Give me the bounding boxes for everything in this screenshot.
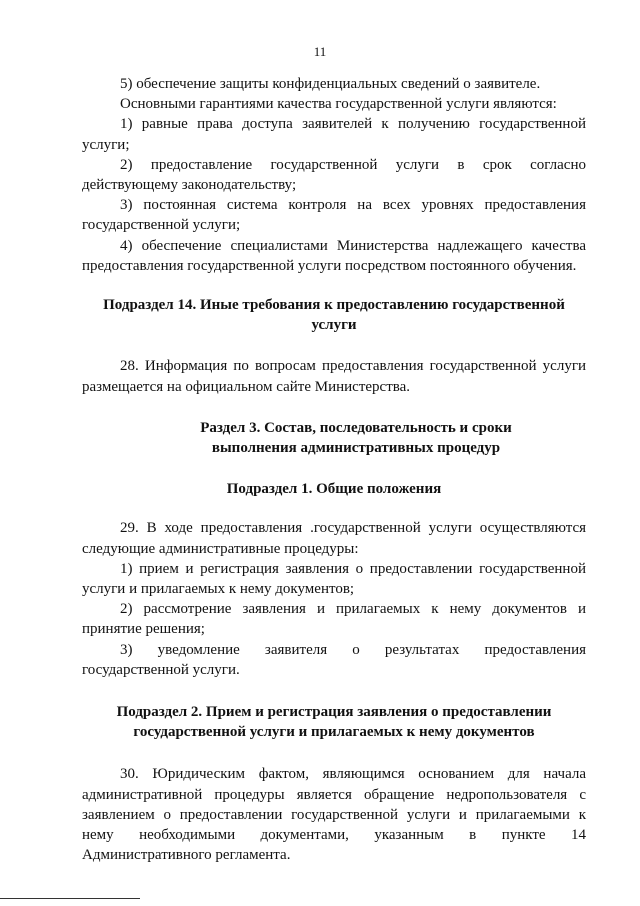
paragraph: Основными гарантиями качества государственной услуги являются: — [120, 96, 557, 113]
page-number: 11 — [313, 44, 327, 59]
list-item: 3) уведомление заявителя о результатах предоставления государственной услуги. — [82, 641, 586, 678]
paragraph: 28. Информация по вопросам предоставления государственной услуги размещается на официальном сайте Министерства. — [82, 358, 586, 395]
list-item: 3) постоянная система контроля на всех уровнях предоставления государственной услуги; — [82, 197, 586, 234]
subsection-heading: Подраздел 2. Прием и регистрация заявления о предоставлении государственной услуги и прилагаемых к нему документов — [116, 704, 552, 741]
footnote-divider — [0, 898, 140, 899]
paragraph: 29. В ходе предоставления .государственной услуги осуществляются следующие административные процедуры: — [82, 520, 586, 557]
list-item: 1) равные права доступа заявителей к получению государственной услуги; — [82, 116, 586, 153]
page-content — [82, 74, 586, 866]
section-heading: Раздел 3. Состав, последовательность и сроки выполнения административных процедур — [200, 419, 512, 457]
paragraph: 5) обеспечение защиты конфиденциальных сведений о заявителе. — [120, 76, 541, 92]
list-item: 2) предоставление государственной услуги в срок согласно действующему законодательству; — [82, 156, 586, 194]
list-item: 2) рассмотрение заявления и прилагаемых к нему документов и принятие решения; — [82, 601, 586, 638]
list-item: 1) прием и регистрация заявления о предоставлении государственной услуги и прилагаемых к нему документов; — [82, 560, 586, 598]
list-item: 4) обеспечение специалистами Министерства надлежащего качества предоставления государственной услуги посредством постоянного обучения. — [82, 237, 586, 274]
paragraph: 30. Юридическим фактом, являющимся основанием для начала административной процедуры является обращение недропользователя с заявлением о предоставлении государственной услуги и прилагаемыми к нему необходимыми документами, указанным в пункте 14 Административного регламента. — [82, 766, 586, 864]
subsection-heading: Подраздел 14. Иные требования к предоставлению государственной услуги — [103, 297, 565, 334]
subsection-heading: Подраздел 1. Общие положения — [226, 481, 442, 498]
